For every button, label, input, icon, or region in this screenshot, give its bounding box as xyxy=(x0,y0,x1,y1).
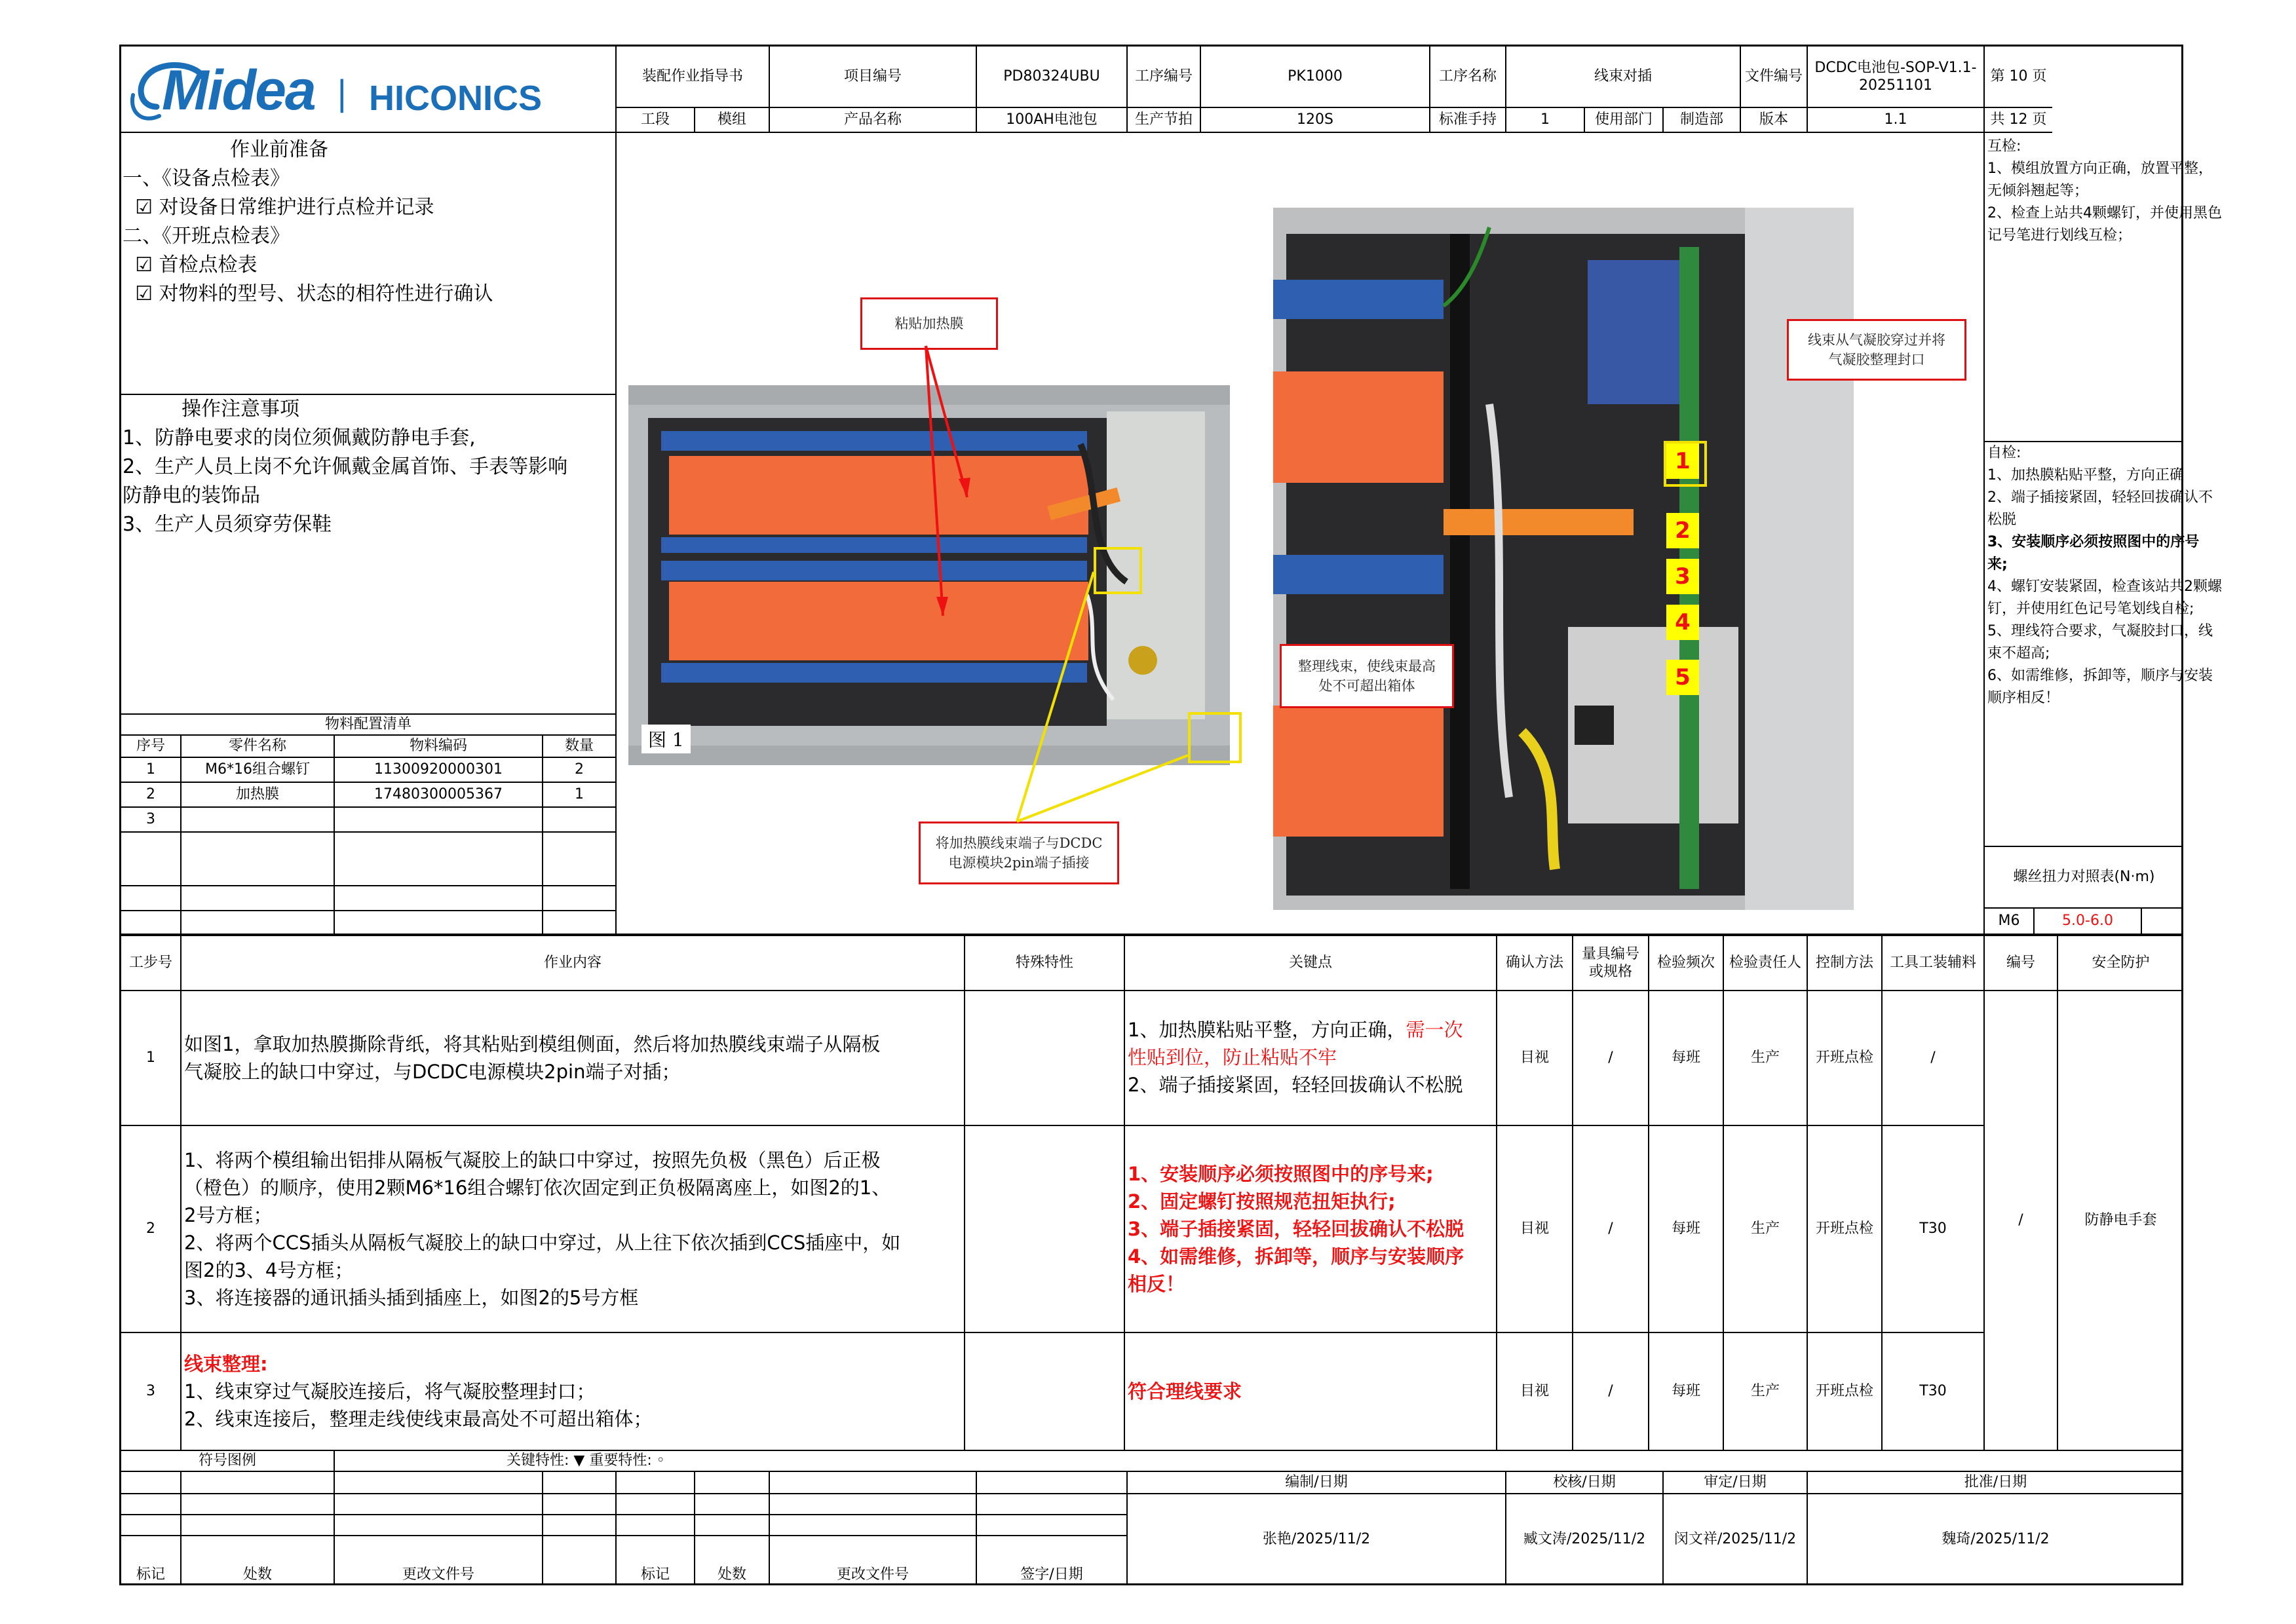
doc-type: 装配作业指导书 xyxy=(617,47,770,108)
bom-header: 零件名称 xyxy=(182,736,335,758)
step-owner: 生产 xyxy=(1724,991,1808,1126)
figure-1-label: 图 1 xyxy=(641,725,691,753)
step-keypoint xyxy=(1125,991,1497,1126)
file-no: DCDC电池包-SOP-V1.1-20251101 xyxy=(1808,47,1985,108)
process-name: 线束对插 xyxy=(1506,47,1741,108)
mark-number: 5 xyxy=(1666,660,1699,695)
step-content-line: 如图1，拿取加热膜撕除背纸，将其粘贴到模组侧面，然后将加热膜线束端子从隔板 xyxy=(184,1033,881,1055)
mutual-check-title: 互检: xyxy=(1987,138,2021,155)
photo-figure-2 xyxy=(1273,208,1854,910)
bom-cell xyxy=(182,833,335,886)
review-sign: 闵文祥/2025/11/2 xyxy=(1664,1494,1808,1585)
bom-cell xyxy=(543,808,617,833)
step-keypoint: 符合理线要求 xyxy=(1125,1333,1497,1451)
mutual-check-line: 1、模组放置方向正确，放置平整， xyxy=(1987,161,2213,177)
self-check xyxy=(1985,442,2222,847)
proof-label: 校核/日期 xyxy=(1506,1472,1664,1494)
step-gauge: / xyxy=(1573,1333,1649,1451)
footer-blank xyxy=(617,1494,695,1515)
callout-tidy-harness: 整理线束，使线束最高 处不可超出箱体 xyxy=(1280,644,1454,708)
keypoint-text: 1、加热膜粘贴平整，方向正确， xyxy=(1128,1019,1406,1041)
brand-logo xyxy=(121,47,617,133)
section-label: 工段 xyxy=(617,108,695,133)
self-check-line: 来; xyxy=(1987,556,2008,573)
section: 模组 xyxy=(695,108,770,133)
bom-cell xyxy=(543,833,617,886)
notes-title: 操作注意事项 xyxy=(182,398,299,421)
prep-line: ☑ 首检点检表 xyxy=(123,254,258,276)
mark-number: 2 xyxy=(1666,513,1699,548)
bom-cell: 11300920000301 xyxy=(335,758,543,783)
sop-sheet xyxy=(119,45,2222,1585)
self-check-line: 束不超高; xyxy=(1987,645,2050,662)
prep-line: ☑ 对物料的型号、状态的相符性进行确认 xyxy=(123,282,493,305)
product-label: 产品名称 xyxy=(770,108,977,133)
steps-header: 工步号 xyxy=(121,935,182,991)
proof-sign: 臧文涛/2025/11/2 xyxy=(1506,1494,1664,1585)
highlight-box xyxy=(1188,712,1242,763)
bom-cell: 加热膜 xyxy=(182,783,335,808)
step-no: 1 xyxy=(121,991,182,1126)
keypoint-text: 2、端子插接紧固，轻轻回拔确认不松脱 xyxy=(1128,1074,1463,1096)
brand-separator: | xyxy=(336,74,348,113)
step-owner: 生产 xyxy=(1724,1333,1808,1451)
note-line: 1、防静电要求的岗位须佩戴防静电手套, xyxy=(123,426,476,449)
step-content xyxy=(182,991,965,1126)
step-special xyxy=(965,1333,1125,1451)
bom-cell xyxy=(335,808,543,833)
note-line: 防静电的装饰品 xyxy=(123,484,260,507)
legend-label: 符号图例 xyxy=(121,1451,335,1472)
footer-blank xyxy=(543,1515,617,1536)
step-tool: T30 xyxy=(1883,1333,1985,1451)
footer-blank xyxy=(977,1494,1128,1515)
callout-paste-film: 粘贴加热膜 xyxy=(860,297,998,350)
project-no-label: 项目编号 xyxy=(770,47,977,108)
steps-header: 安全防护 xyxy=(2058,935,2183,991)
bom-cell: 2 xyxy=(121,783,182,808)
footer-blank xyxy=(977,1472,1128,1494)
self-check-line: 2、端子插接紧固，轻轻回拔确认不 xyxy=(1987,489,2213,506)
bom-cell xyxy=(335,886,543,911)
steps-header: 检验责任人 xyxy=(1724,935,1808,991)
torque-title: 螺丝扭力对照表(N·m) xyxy=(1985,847,2183,909)
step-freq: 每班 xyxy=(1649,1126,1724,1333)
staff: 1 xyxy=(1506,108,1585,133)
self-check-line: 6、如需维修，拆卸等，顺序与安装 xyxy=(1987,668,2213,684)
torque-size: M6 xyxy=(1985,909,2035,935)
self-check-line: 5、理线符合要求，气凝胶封口，线 xyxy=(1987,623,2213,639)
prep-section xyxy=(121,133,617,395)
bom-header: 数量 xyxy=(543,736,617,758)
step-control: 开班点检 xyxy=(1808,1333,1883,1451)
prep-line: 一、《设备点检表》 xyxy=(123,167,290,190)
step-freq: 每班 xyxy=(1649,1333,1724,1451)
mutual-check-line: 2、检查上站共4颗螺钉，并使用黑色 xyxy=(1987,205,2222,221)
footer-change-label: 更改文件号 xyxy=(770,1536,977,1585)
bom-header: 序号 xyxy=(121,736,182,758)
step-confirm: 目视 xyxy=(1497,1126,1573,1333)
step-owner: 生产 xyxy=(1724,1126,1808,1333)
footer-place-label: 处数 xyxy=(695,1536,770,1585)
self-check-title: 自检: xyxy=(1987,445,2021,461)
bom-cell xyxy=(182,886,335,911)
bom-cell xyxy=(335,911,543,935)
footer-blank xyxy=(695,1494,770,1515)
compile-sign: 张艳/2025/11/2 xyxy=(1128,1494,1506,1585)
bom-cell xyxy=(182,808,335,833)
step-content xyxy=(182,1126,965,1333)
steps-header: 确认方法 xyxy=(1497,935,1573,991)
step-content-line: 气凝胶上的缺口中穿过，与DCDC电源模块2pin端子对插； xyxy=(184,1061,681,1083)
hiconics-wordmark: HICONICS xyxy=(369,79,543,118)
step-content-line: （橙色）的顺序，使用2颗M6*16组合螺钉依次固定到正负极隔离座上，如图2的1、 xyxy=(184,1177,891,1199)
step-content-title: 线束整理: xyxy=(184,1353,268,1375)
steps-header: 工具工装辅料 xyxy=(1883,935,1985,991)
footer-blank xyxy=(695,1472,770,1494)
bom-cell xyxy=(543,886,617,911)
bom-cell xyxy=(543,911,617,935)
bom-cell: 17480300005367 xyxy=(335,783,543,808)
self-check-line: 3、安装顺序必须按照图中的序号 xyxy=(1987,534,2200,550)
takt-label: 生产节拍 xyxy=(1128,108,1201,133)
steps-header: 作业内容 xyxy=(182,935,965,991)
bom-cell xyxy=(121,911,182,935)
footer-blank xyxy=(770,1515,977,1536)
steps-header: 关键点 xyxy=(1125,935,1497,991)
footer-sign-label: 签字/日期 xyxy=(977,1536,1128,1585)
step-confirm: 目视 xyxy=(1497,991,1573,1126)
step-content xyxy=(182,1333,965,1451)
mutual-check-line: 记号笔进行划线互检； xyxy=(1987,227,2132,244)
file-no-label: 文件编号 xyxy=(1741,47,1808,108)
footer-blank xyxy=(335,1494,543,1515)
product: 100AH电池包 xyxy=(977,108,1128,133)
footer-blank xyxy=(335,1515,543,1536)
keypoint-line: 1、安装顺序必须按照图中的序号来; xyxy=(1128,1163,1434,1185)
notes-section xyxy=(121,395,617,713)
note-line: 2、生产人员上岗不允许佩戴金属首饰、手表等影响 xyxy=(123,455,568,478)
process-name-label: 工序名称 xyxy=(1430,47,1506,108)
process-no: PK1000 xyxy=(1201,47,1430,108)
process-no-label: 工序编号 xyxy=(1128,47,1201,108)
review-label: 审定/日期 xyxy=(1664,1472,1808,1494)
step-confirm: 目视 xyxy=(1497,1333,1573,1451)
step-content-line: 3、将连接器的通讯插头插到插座上，如图2的5号方框 xyxy=(184,1287,639,1309)
dept-label: 使用部门 xyxy=(1585,108,1664,133)
dcdc-module-photo xyxy=(1273,208,1854,910)
midea-wordmark: Midea xyxy=(162,59,315,122)
keypoint-line: 2、固定螺钉按照规范扭矩执行; xyxy=(1128,1190,1396,1213)
footer-blank xyxy=(617,1472,695,1494)
bom-cell: M6*16组合螺钉 xyxy=(182,758,335,783)
bom-cell: 2 xyxy=(543,758,617,783)
step-content-line: 2号方框； xyxy=(184,1204,273,1226)
step-content-line: 图2的3、4号方框； xyxy=(184,1259,354,1281)
step-keypoint xyxy=(1125,1126,1497,1333)
figure-area xyxy=(617,133,1985,935)
steps-header: 控制方法 xyxy=(1808,935,1883,991)
step-item-no: / xyxy=(1985,991,2058,1451)
legend-text: 关键特性: ▼ 重要特性: ◦ xyxy=(335,1451,2183,1472)
mark-number: 1 xyxy=(1666,444,1699,479)
footer-mark-label: 标记 xyxy=(617,1536,695,1585)
step-content-line: 1、线束穿过气凝胶连接后，将气凝胶整理封口； xyxy=(184,1380,596,1403)
self-check-line: 4、螺钉安装紧固，检查该站共2颗螺 xyxy=(1987,578,2222,595)
version: 1.1 xyxy=(1808,108,1985,133)
footer-place-label: 处数 xyxy=(182,1536,335,1585)
step-no: 3 xyxy=(121,1333,182,1451)
prep-line: 二、《开班点检表》 xyxy=(123,225,290,248)
bom-cell xyxy=(182,911,335,935)
keypoint-line: 4、如需维修，拆卸等，顺序与安装顺序 xyxy=(1128,1245,1464,1268)
steps-header: 量具编号或规格 xyxy=(1573,935,1649,991)
footer-blank xyxy=(182,1494,335,1515)
bom-cell xyxy=(121,833,182,886)
steps-header: 检验频次 xyxy=(1649,935,1724,991)
approve-label: 批准/日期 xyxy=(1808,1472,2183,1494)
footer-blank xyxy=(770,1494,977,1515)
footer-blank xyxy=(335,1472,543,1494)
mark-number: 3 xyxy=(1666,559,1699,594)
approve-sign: 魏琦/2025/11/2 xyxy=(1942,1531,2050,1548)
highlight-box xyxy=(1094,547,1142,594)
mutual-check xyxy=(1985,133,2222,442)
footer-blank xyxy=(617,1515,695,1536)
footer-blank xyxy=(182,1472,335,1494)
bom-cell: 3 xyxy=(121,808,182,833)
prep-line: ☑ 对设备日常维护进行点检并记录 xyxy=(123,196,434,219)
bom-cell: 1 xyxy=(543,783,617,808)
step-tool: / xyxy=(1883,991,1985,1126)
step-content-line: 2、将两个CCS插头从隔板气凝胶上的缺口中穿过，从上往下依次插到CCS插座中，如 xyxy=(184,1232,901,1254)
steps-header: 特殊特性 xyxy=(965,935,1125,991)
step-special xyxy=(965,1126,1125,1333)
callout-plug-terminal: 将加热膜线束端子与DCDC 电源模块2pin端子插接 xyxy=(919,821,1119,884)
mark-number: 4 xyxy=(1666,605,1699,640)
bom-cell xyxy=(121,886,182,911)
footer-blank xyxy=(770,1472,977,1494)
footer-blank xyxy=(543,1472,617,1494)
footer-blank xyxy=(121,1515,182,1536)
footer-blank xyxy=(695,1515,770,1536)
prep-title: 作业前准备 xyxy=(230,138,328,161)
footer-blank xyxy=(977,1515,1128,1536)
project-no: PD80324UBU xyxy=(977,47,1128,108)
self-check-line: 顺序相反！ xyxy=(1987,690,2060,706)
footer-blank xyxy=(121,1494,182,1515)
keypoint-line: 相反！ xyxy=(1128,1273,1185,1295)
keypoint-text-red: 需一次 xyxy=(1406,1019,1463,1041)
footer-blank xyxy=(543,1494,617,1515)
note-line: 3、生产人员须穿劳保鞋 xyxy=(123,513,332,536)
footer-blank xyxy=(121,1472,182,1494)
mutual-check-line: 无倾斜翘起等； xyxy=(1987,183,2089,199)
step-control: 开班点检 xyxy=(1808,1126,1883,1333)
footer-blank xyxy=(182,1515,335,1536)
page-number: 第 10 页 xyxy=(1985,47,2052,108)
step-gauge: / xyxy=(1573,991,1649,1126)
self-check-line: 松脱 xyxy=(1987,512,2017,528)
footer-change-label: 更改文件号 xyxy=(335,1536,543,1585)
callout-seal-aerogel: 线束从气凝胶穿过并将 气凝胶整理封口 xyxy=(1787,319,1966,381)
bom-cell: 1 xyxy=(121,758,182,783)
step-tool: T30 xyxy=(1883,1126,1985,1333)
compile-label: 编制/日期 xyxy=(1128,1472,1506,1494)
total-pages: 共 12 页 xyxy=(1985,108,2052,133)
step-safety: 防静电手套 xyxy=(2058,991,2183,1451)
self-check-line: 1、加热膜粘贴平整，方向正确 xyxy=(1987,467,2184,483)
self-check-line: 钉，并使用红色记号笔划线自检; xyxy=(1987,601,2194,617)
version-label: 版本 xyxy=(1741,108,1808,133)
staff-label: 标准手持 xyxy=(1430,108,1506,133)
step-content-line: 2、线束连接后，整理走线使线束最高处不可超出箱体； xyxy=(184,1408,653,1430)
bom-cell xyxy=(335,833,543,886)
step-gauge: / xyxy=(1573,1126,1649,1333)
keypoint-text-red: 性贴到位，防止粘贴不牢 xyxy=(1128,1046,1337,1068)
step-control: 开班点检 xyxy=(1808,991,1883,1126)
takt: 120S xyxy=(1201,108,1430,133)
bom-title: 物料配置清单 xyxy=(121,713,617,736)
step-content-line: 1、将两个模组输出铝排从隔板气凝胶上的缺口中穿过，按照先负极（黑色）后正极 xyxy=(184,1149,881,1171)
step-no: 2 xyxy=(121,1126,182,1333)
footer-blank xyxy=(543,1536,617,1585)
dept: 制造部 xyxy=(1664,108,1741,133)
bom-header: 物料编码 xyxy=(335,736,543,758)
torque-value: 5.0-6.0 xyxy=(2035,909,2142,935)
torque-blank xyxy=(2142,909,2183,935)
step-special xyxy=(965,991,1125,1126)
step-freq: 每班 xyxy=(1649,991,1724,1126)
steps-header: 编号 xyxy=(1985,935,2058,991)
keypoint-line: 3、端子插接紧固，轻轻回拔确认不松脱 xyxy=(1128,1218,1464,1240)
footer-mark-label: 标记 xyxy=(121,1536,182,1585)
